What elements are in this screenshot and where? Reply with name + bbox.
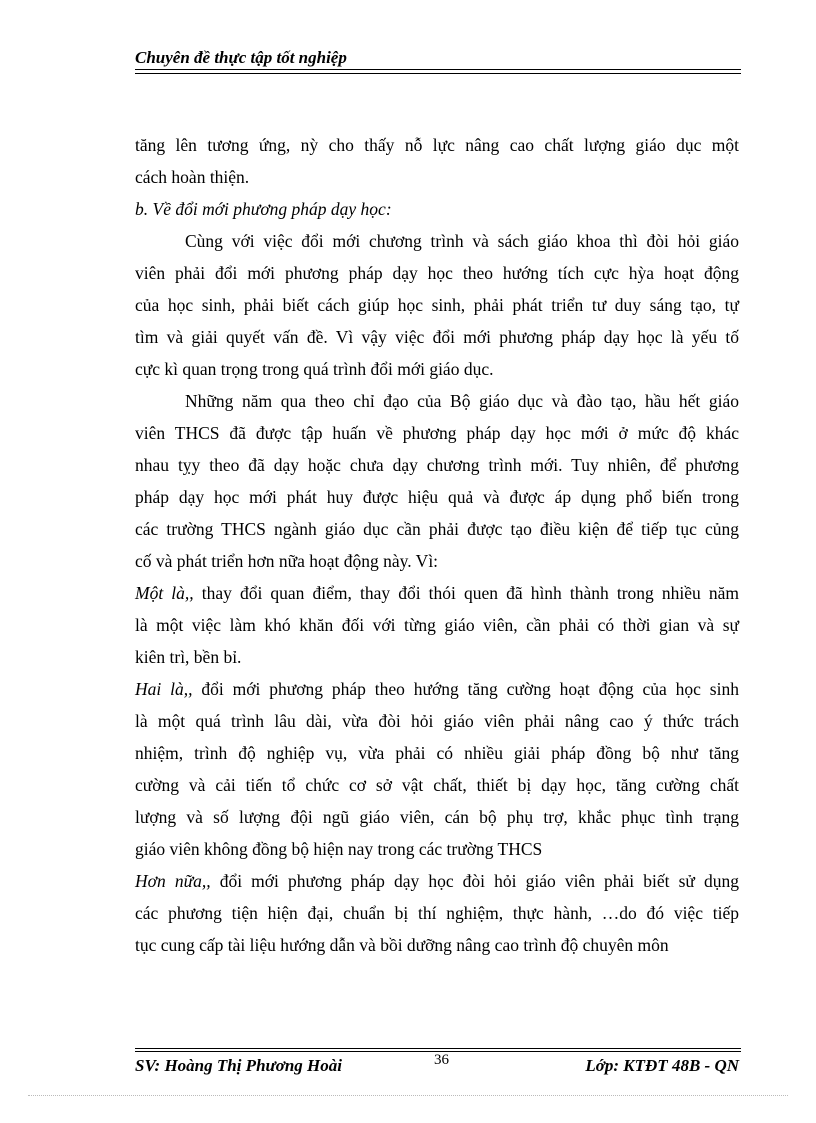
body-line bbox=[135, 579, 739, 611]
point-text: đổi mới phương pháp dạy học đòi hỏi giáo viên phải biết sử dụng bbox=[210, 871, 739, 891]
body-line: lượng và số lượng đội ngũ giáo viên, cán bộ phụ trợ, khắc phục tình trạng bbox=[135, 807, 739, 827]
footer-student: SV: Hoàng Thị Phương Hoài bbox=[135, 1056, 342, 1075]
section-heading: b. Về đổi mới phương pháp dạy học: bbox=[135, 199, 392, 219]
body-line: Cùng với việc đổi mới chương trình và sách giáo khoa thì đòi hỏi giáo bbox=[185, 231, 739, 251]
body-line: viên phải đổi mới phương pháp dạy học theo hướng tích cực hỳa hoạt động bbox=[135, 263, 739, 283]
body-line: nhiệm, trình độ nghiệp vụ, vừa phải có nhiều giải pháp đồng bộ như tăng bbox=[135, 743, 739, 763]
body-line: cường và cải tiến tổ chức cơ sở vật chất, thiết bị dạy học, tăng cường chất bbox=[135, 775, 739, 795]
body-line: là một quá trình lâu dài, vừa đòi hỏi giáo viên phải nâng cao ý thức trách bbox=[135, 711, 739, 731]
body-line: tăng lên tương ứng, nỳ cho thấy nỗ lực nâng cao chất lượng giáo dục một bbox=[135, 135, 739, 155]
point-label: Hai là,, bbox=[135, 679, 193, 699]
header-rule-double bbox=[135, 73, 741, 74]
body-line: của học sinh, phải biết cách giúp học sinh, phải phát triển tư duy sáng tạo, tự bbox=[135, 295, 739, 315]
body-line: các trường THCS ngành giáo dục cần phải được tạo điều kiện để tiếp tục củng bbox=[135, 519, 739, 539]
body-line bbox=[135, 867, 739, 899]
header-rule bbox=[135, 69, 741, 70]
body-line: pháp dạy học mới phát huy được hiệu quả và được áp dụng phổ biến trong bbox=[135, 487, 739, 507]
body-line: nhau tỵy theo đã dạy hoặc chưa dạy chương trình mới. Tuy nhiên, để phương bbox=[135, 455, 739, 475]
page-number: 36 bbox=[434, 1052, 449, 1068]
body-line: viên THCS đã được tập huấn về phương pháp dạy học mới ở mức độ khác bbox=[135, 423, 739, 443]
footer-rule bbox=[135, 1048, 741, 1049]
body-line: các phương tiện hiện đại, chuẩn bị thí nghiệm, thực hành, …do đó việc tiếp bbox=[135, 903, 739, 923]
page-bottom-edge bbox=[28, 1095, 788, 1096]
body-line: tục cung cấp tài liệu hướng dẫn và bồi dưỡng nâng cao trình độ chuyên môn bbox=[135, 935, 669, 955]
body-line: giáo viên không đồng bộ hiện nay trong các trường THCS bbox=[135, 839, 543, 859]
document-body bbox=[135, 131, 739, 963]
body-line: Những năm qua theo chỉ đạo của Bộ giáo dục và đào tạo, hầu hết giáo bbox=[185, 391, 739, 411]
point-text: thay đổi quan điểm, thay đổi thói quen đã hình thành trong nhiều năm bbox=[193, 583, 739, 603]
body-line: kiên trì, bền bỉ. bbox=[135, 647, 242, 667]
body-line: cực kì quan trọng trong quá trình đổi mới giáo dục. bbox=[135, 359, 494, 379]
body-line: là một việc làm khó khăn đối với từng giáo viên, cần phải có thời gian và sự bbox=[135, 615, 739, 635]
footer-class: Lớp: KTĐT 48B - QN bbox=[585, 1056, 739, 1075]
body-line: tìm và giải quyết vấn đề. Vì vậy việc đổi mới phương pháp dạy học là yếu tố bbox=[135, 327, 739, 347]
header-title: Chuyên đề thực tập tốt nghiệp bbox=[135, 48, 347, 67]
point-text: đổi mới phương pháp theo hướng tăng cường hoạt động của học sinh bbox=[192, 679, 739, 699]
body-line bbox=[135, 675, 739, 707]
body-line: cách hoàn thiện. bbox=[135, 167, 250, 187]
body-line: cố và phát triển hơn nữa hoạt động này. Vì: bbox=[135, 551, 439, 571]
point-label: Một là,, bbox=[135, 583, 194, 603]
point-label: Hơn nữa,, bbox=[135, 871, 211, 891]
